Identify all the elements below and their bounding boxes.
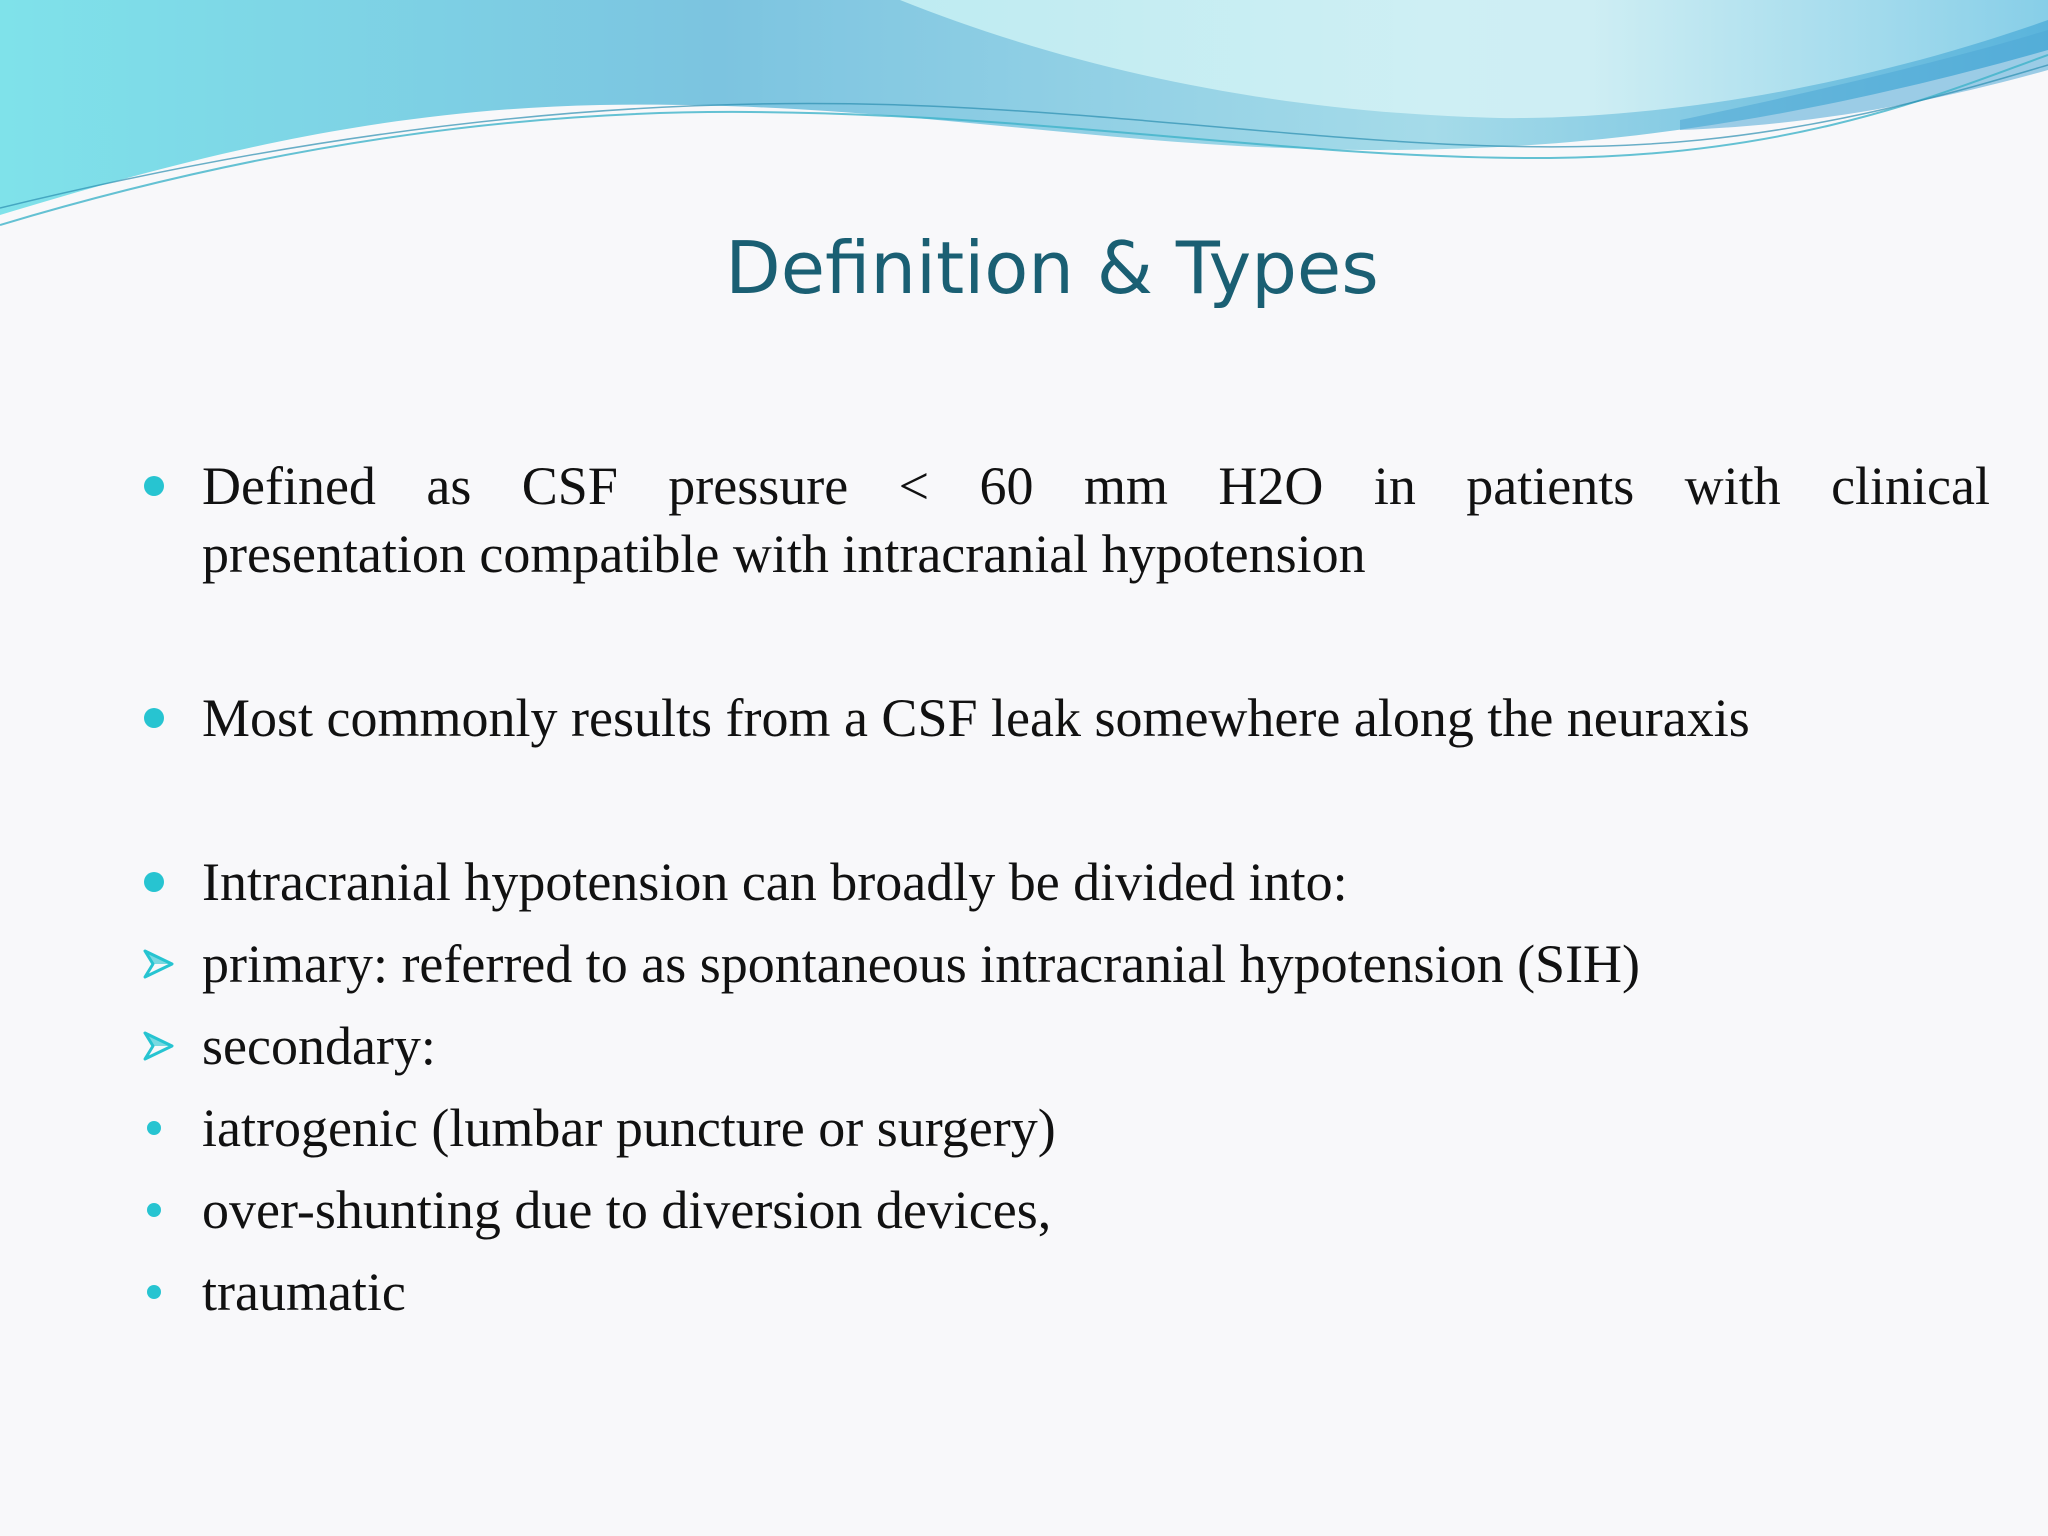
arrow-bullet-icon <box>142 930 182 998</box>
list-item-text: secondary: <box>202 1016 436 1076</box>
wave-header-decoration <box>0 0 2048 240</box>
list-item <box>142 684 1942 752</box>
slide-content <box>142 452 1990 1326</box>
list-item <box>142 1258 1942 1326</box>
list-item <box>142 1176 1942 1244</box>
bullet-icon <box>142 452 182 520</box>
list-item <box>142 848 1942 916</box>
list-item <box>142 1094 1942 1162</box>
slide-title: Definition & Types <box>725 226 1379 310</box>
list-item-text: Intracranial hypotension can broadly be divided into: <box>202 852 1348 912</box>
bullet-icon <box>142 684 182 752</box>
list-item-text: over-shunting due to diversion devices, <box>202 1180 1052 1240</box>
list-item <box>142 452 1990 588</box>
list-item-text: traumatic <box>202 1262 406 1322</box>
list-item <box>142 930 1942 998</box>
small-bullet-icon <box>142 1176 182 1244</box>
small-bullet-icon <box>142 1258 182 1326</box>
list-item-text: Most commonly results from a CSF leak somewhere along the neuraxis <box>202 688 1750 748</box>
list-item-text: primary: referred to as spontaneous intracranial hypotension (SIH) <box>202 934 1641 994</box>
bullet-icon <box>142 848 182 916</box>
list-item-text-continued: presentation compatible with intracranial hypotension <box>202 524 1366 584</box>
list-item <box>142 1012 1942 1080</box>
list-item-text: iatrogenic (lumbar puncture or surgery) <box>202 1098 1056 1158</box>
arrow-bullet-icon <box>142 1012 182 1080</box>
small-bullet-icon <box>142 1094 182 1162</box>
list-item-text: Defined as CSF pressure < 60 mm H2O in patients with clinical <box>202 456 1990 516</box>
